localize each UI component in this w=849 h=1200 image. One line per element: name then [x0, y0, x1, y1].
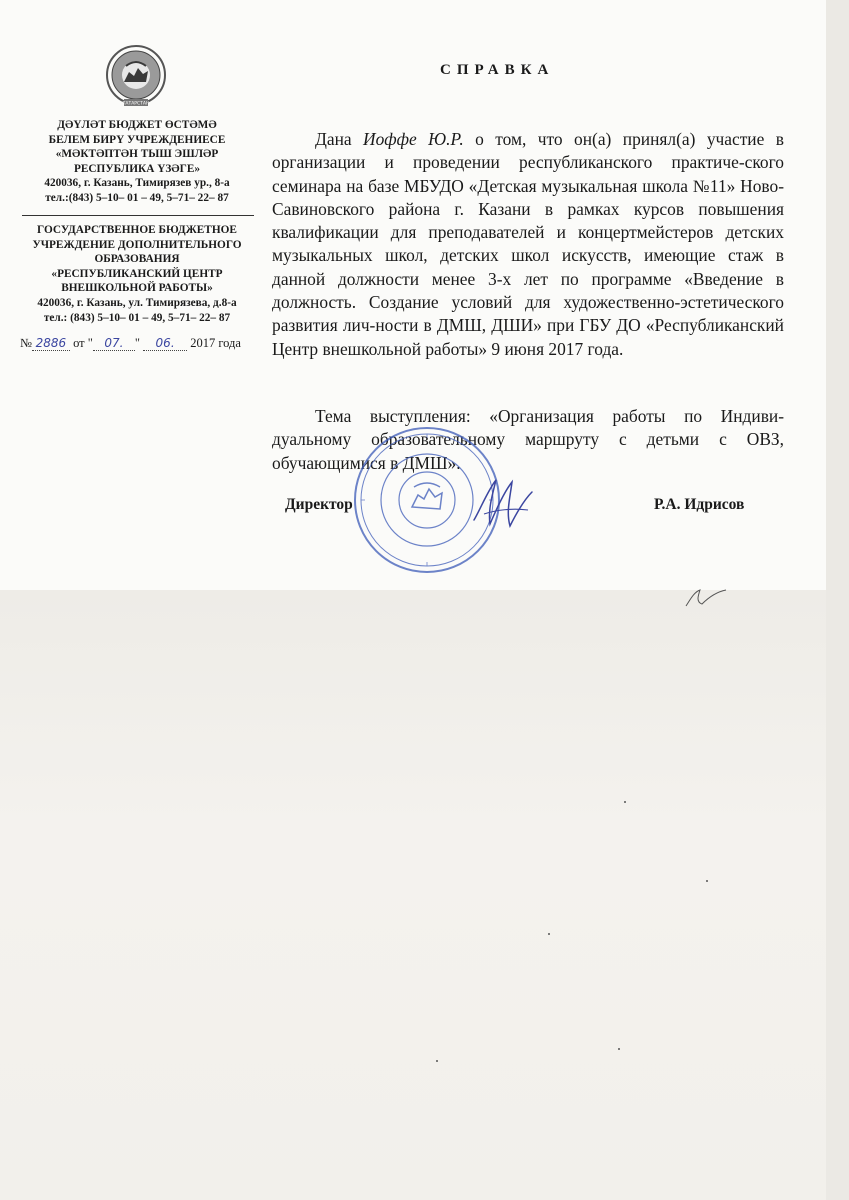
letterhead-russian — [14, 223, 260, 325]
letterhead-tatar-address: 420036, г. Казань, Тимирязев ур., 8-а — [44, 177, 230, 190]
background-fold — [0, 590, 849, 1200]
document-title: СПРАВКА — [440, 62, 555, 78]
body-p1-rest: о том, что он(а) принял(а) участие в организации и проведении республиканского практиче-ского семинара на базе МБУДО «Детская музыкальная школа №11» Ново-Савиновского района г. Казани в рамках курсов повышения квалификации для преподавателей и концертмейстеров детских музыкальных школ, детских школ искусств, имеющие стаж в данной должности менее 3-х лет по программе «Введение в должность. Создание условий для художественно-эстетического развития лич-ности в ДМШ, ДШИ» при ГБУ ДО «Республиканский Центр внешкольной работы» 9 июня 2017 года. — [272, 129, 784, 359]
body-p1-name: Иоффе Ю.Р. — [363, 129, 464, 149]
speck — [436, 1060, 438, 1062]
signatory-name: Р.А. Идрисов — [654, 496, 745, 513]
letterhead-tatar-line1: ДӘҮЛӘТ БЮДЖЕТ ӨСТӘМӘ — [57, 119, 217, 131]
registration-line — [20, 336, 260, 351]
registration-number: 2886 — [32, 336, 70, 351]
emblem-caption: ТАТАРСТАН — [122, 101, 150, 107]
pen-mark-icon — [680, 584, 730, 610]
speck — [548, 933, 550, 935]
letterhead-tatar — [14, 118, 260, 206]
letterhead-russian-phone: тел.: (843) 5–10– 01 – 49, 5–71– 22– 87 — [43, 311, 231, 324]
page-edge — [826, 0, 849, 1200]
letterhead-russian-address: 420036, г. Казань, ул. Тимирязева, д.8-а — [37, 296, 237, 309]
speck — [624, 801, 626, 803]
speck — [618, 1048, 620, 1050]
registration-close-quote: " — [134, 336, 140, 350]
letterhead-tatar-phone: тел.:(843) 5–10– 01 – 49, 5–71– 22– 87 — [45, 191, 229, 204]
registration-number-prefix: № — [20, 336, 32, 350]
handwritten-signature-icon — [466, 470, 536, 536]
registration-year: 2017 года — [190, 336, 241, 350]
signatory-position: Директор — [285, 496, 353, 513]
letterhead-russian-line1: ГОСУДАРСТВЕННОЕ БЮДЖЕТНОЕ — [37, 224, 237, 236]
body-p2: Тема выступления: «Организация работы по Индиви-дуальному образовательному маршруту с детьми с ОВЗ, обучающимися в ДМШ». — [272, 406, 784, 473]
body-paragraph-1 — [272, 128, 784, 361]
letterhead-russian-line5: ВНЕШКОЛЬНОЙ РАБОТЫ» — [61, 282, 213, 295]
speck — [706, 880, 708, 882]
letterhead-russian-line3: ОБРАЗОВАНИЯ — [94, 253, 180, 266]
letterhead-tatar-line3: «МӘКТӘПТӘН ТЫШ ЭШЛӘР — [55, 148, 219, 161]
registration-from-label: от — [73, 336, 85, 350]
letterhead-tatar-line4: РЕСПУБЛИКА ҮЗӘГЕ» — [73, 162, 201, 175]
letterhead-russian-line2: УЧРЕЖДЕНИЕ ДОПОЛНИТЕЛЬНОГО — [32, 238, 242, 251]
tatarstan-emblem-icon — [96, 44, 176, 110]
letterhead-tatar-line2: БЕЛЕМ БИРҮ УЧРЕЖДЕНИЕСЕ — [48, 133, 226, 146]
registration-month: 06. — [143, 336, 187, 351]
body-paragraph-2 — [272, 405, 784, 475]
letterhead-divider — [22, 215, 254, 216]
registration-open-quote: " — [87, 336, 93, 350]
letterhead-russian-line4: «РЕСПУБЛИКАНСКИЙ ЦЕНТР — [51, 267, 223, 280]
registration-day: 07. — [93, 336, 135, 351]
body-p1-start: Дана — [315, 129, 364, 149]
